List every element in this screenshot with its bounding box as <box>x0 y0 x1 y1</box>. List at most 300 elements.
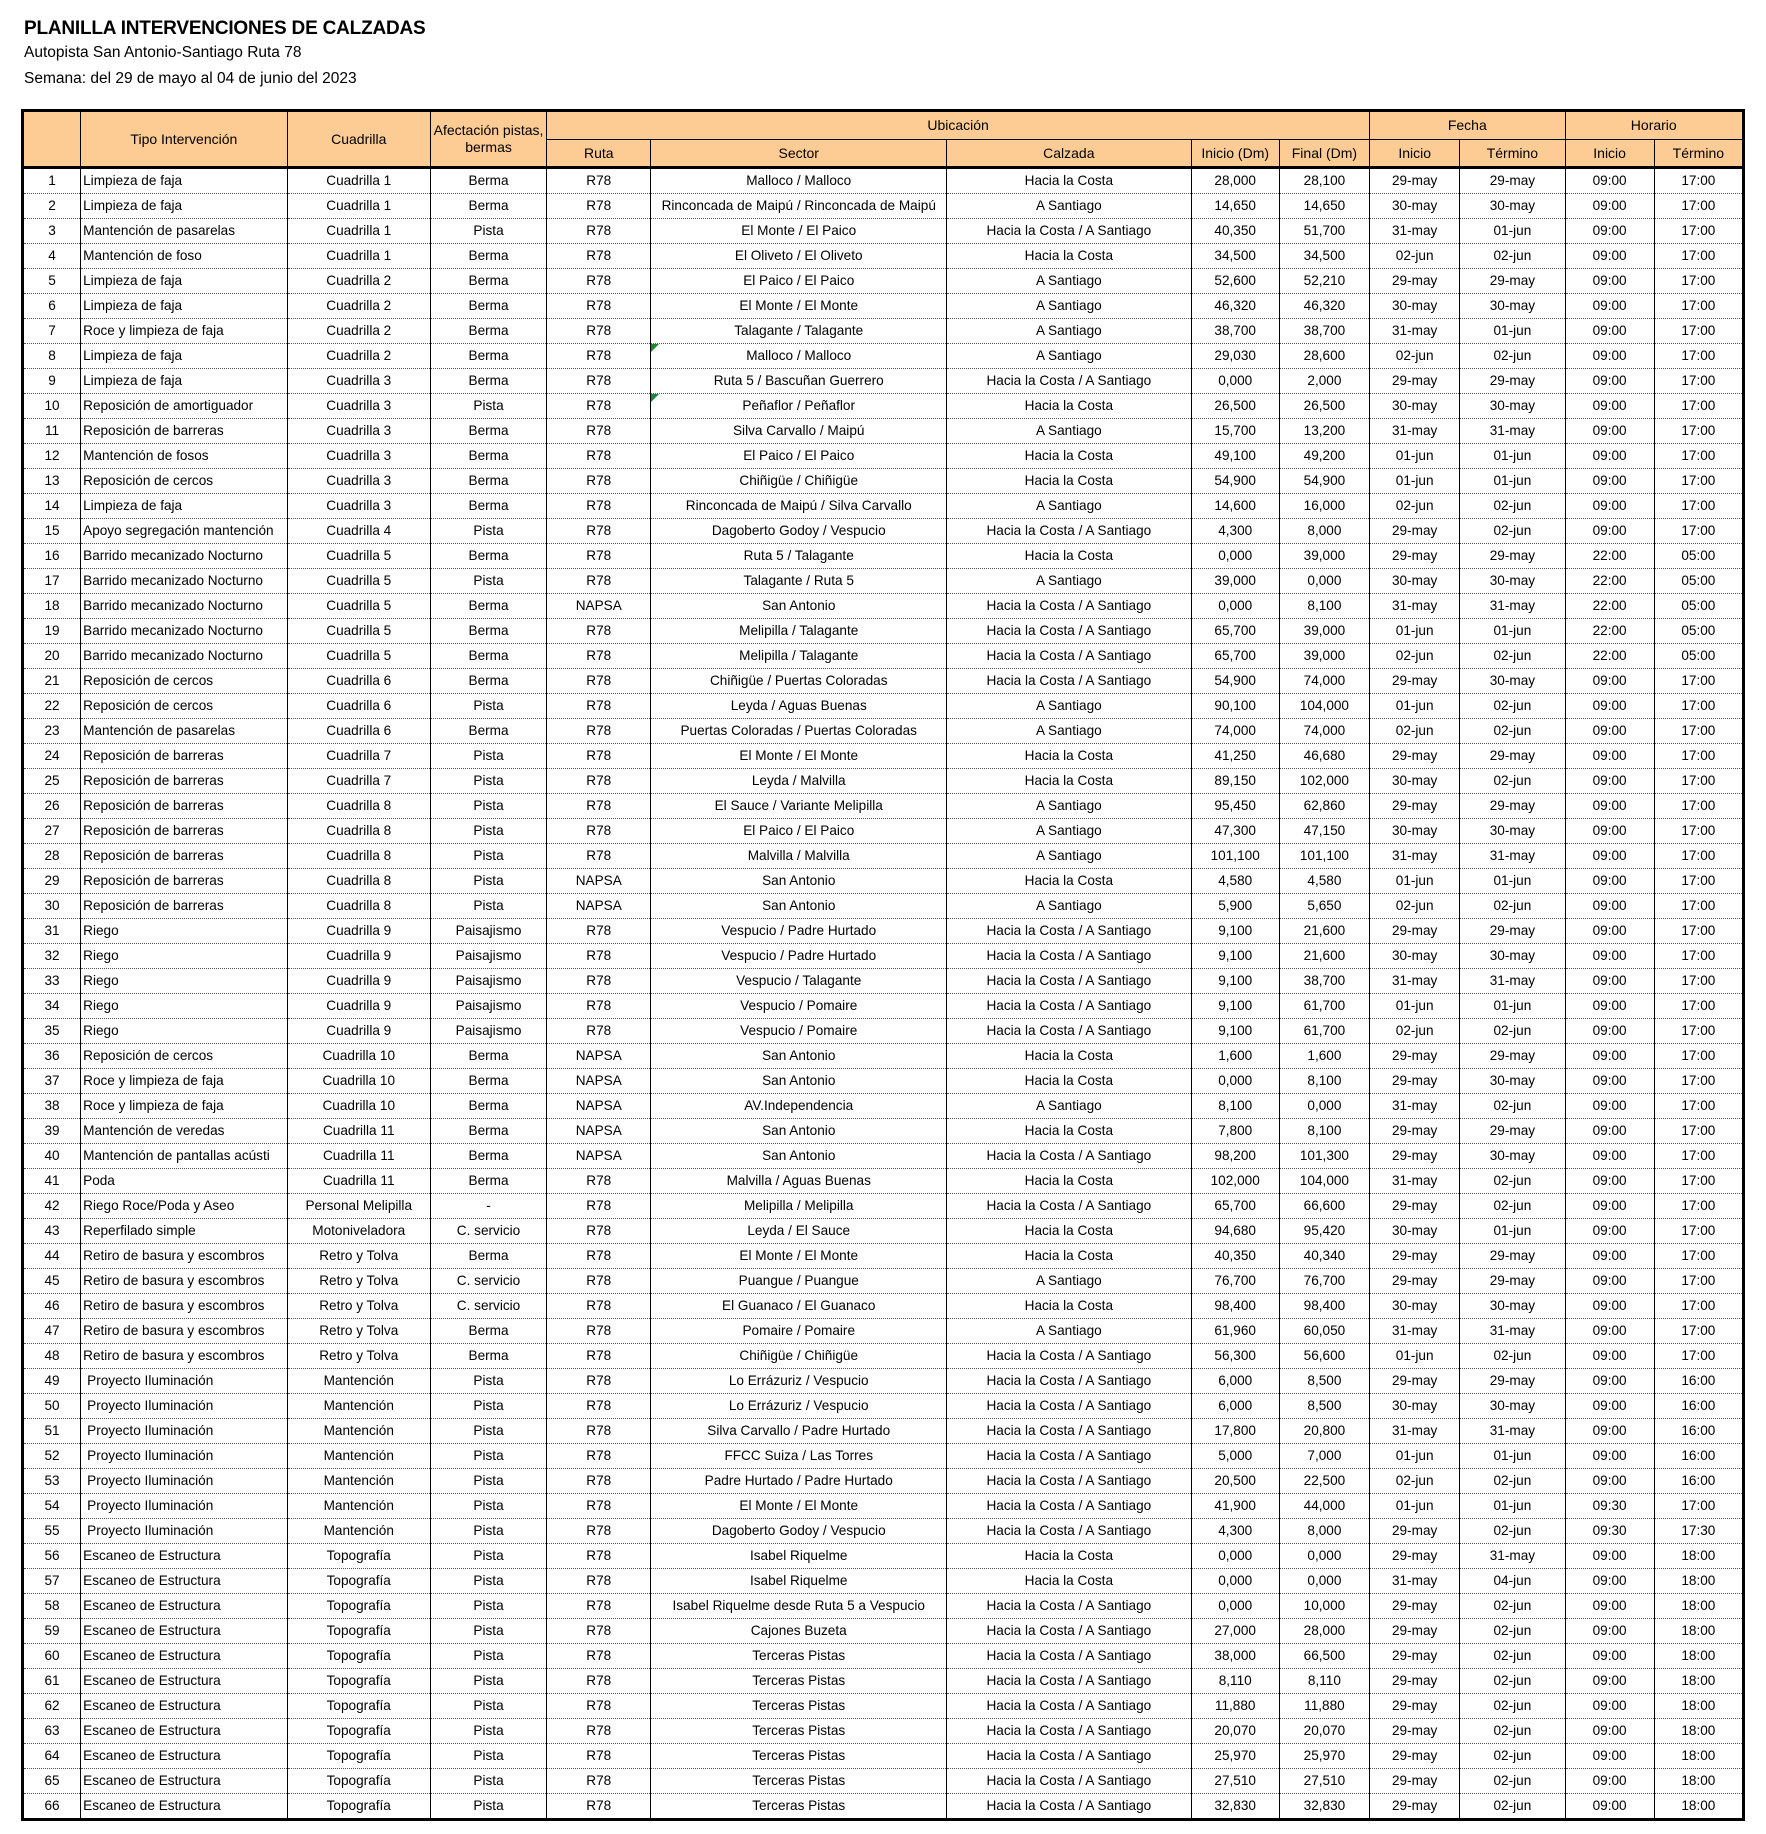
cell-sector[interactable] <box>651 1594 947 1619</box>
cell-hora-termino[interactable]: 18:00 <box>1654 1544 1743 1569</box>
cell-tipo-intervencion[interactable]: Retiro de basura y escombros <box>81 1244 287 1269</box>
cell-calzada[interactable]: Hacia la Costa / A Santiago <box>947 1194 1192 1219</box>
cell-row-number[interactable]: 3 <box>23 219 81 244</box>
cell-ruta[interactable]: R78 <box>547 1269 651 1294</box>
cell-cuadrilla[interactable]: Mantención <box>287 1444 430 1469</box>
cell-fecha-inicio[interactable]: 29-may <box>1370 1194 1460 1219</box>
cell-inicio-dm[interactable]: 32,830 <box>1191 1794 1279 1820</box>
cell-inicio-dm[interactable]: 40,350 <box>1191 1244 1279 1269</box>
cell-hora-inicio[interactable]: 09:00 <box>1565 1469 1654 1494</box>
cell-hora-inicio[interactable]: 09:00 <box>1565 1219 1654 1244</box>
cell-inicio-dm[interactable]: 47,300 <box>1191 819 1279 844</box>
cell-final-dm[interactable]: 8,500 <box>1279 1394 1369 1419</box>
cell-sector[interactable] <box>651 394 947 419</box>
cell-ruta[interactable]: NAPSA <box>547 594 651 619</box>
cell-final-dm[interactable]: 28,000 <box>1279 1619 1369 1644</box>
cell-tipo-intervencion[interactable]: Proyecto Iluminación <box>81 1494 287 1519</box>
cell-row-number[interactable]: 35 <box>23 1019 81 1044</box>
cell-fecha-termino[interactable]: 02-jun <box>1460 719 1565 744</box>
cell-fecha-inicio[interactable]: 02-jun <box>1370 244 1460 269</box>
cell-sector[interactable] <box>651 419 947 444</box>
cell-fecha-inicio[interactable]: 29-may <box>1370 519 1460 544</box>
cell-calzada[interactable]: Hacia la Costa / A Santiago <box>947 1644 1192 1669</box>
cell-fecha-termino[interactable]: 01-jun <box>1460 469 1565 494</box>
cell-final-dm[interactable]: 54,900 <box>1279 469 1369 494</box>
cell-final-dm[interactable]: 28,100 <box>1279 168 1369 194</box>
cell-final-dm[interactable]: 38,700 <box>1279 969 1369 994</box>
cell-inicio-dm[interactable]: 8,110 <box>1191 1669 1279 1694</box>
cell-inicio-dm[interactable]: 9,100 <box>1191 919 1279 944</box>
cell-hora-inicio[interactable]: 22:00 <box>1565 544 1654 569</box>
cell-calzada[interactable]: Hacia la Costa <box>947 1244 1192 1269</box>
cell-row-number[interactable]: 31 <box>23 919 81 944</box>
cell-cuadrilla[interactable]: Mantención <box>287 1394 430 1419</box>
cell-hora-inicio[interactable]: 09:00 <box>1565 519 1654 544</box>
cell-hora-inicio[interactable]: 09:00 <box>1565 869 1654 894</box>
cell-fecha-termino[interactable]: 02-jun <box>1460 494 1565 519</box>
cell-tipo-intervencion[interactable]: Reposición de cercos <box>81 669 287 694</box>
cell-afectacion[interactable]: - <box>430 1194 546 1219</box>
cell-hora-termino[interactable]: 05:00 <box>1654 569 1743 594</box>
cell-ruta[interactable]: R78 <box>547 1594 651 1619</box>
cell-hora-inicio[interactable]: 09:00 <box>1565 969 1654 994</box>
cell-hora-termino[interactable]: 17:00 <box>1654 794 1743 819</box>
cell-final-dm[interactable]: 27,510 <box>1279 1769 1369 1794</box>
cell-fecha-termino[interactable]: 29-may <box>1460 794 1565 819</box>
cell-afectacion[interactable]: Pista <box>430 1619 546 1644</box>
cell-inicio-dm[interactable]: 29,030 <box>1191 344 1279 369</box>
cell-hora-termino[interactable]: 05:00 <box>1654 594 1743 619</box>
cell-row-number[interactable]: 30 <box>23 894 81 919</box>
cell-tipo-intervencion[interactable]: Limpieza de faja <box>81 494 287 519</box>
cell-fecha-termino[interactable]: 01-jun <box>1460 319 1565 344</box>
cell-fecha-inicio[interactable]: 01-jun <box>1370 1494 1460 1519</box>
cell-final-dm[interactable]: 46,680 <box>1279 744 1369 769</box>
cell-hora-termino[interactable]: 18:00 <box>1654 1744 1743 1769</box>
cell-fecha-inicio[interactable]: 29-may <box>1370 1744 1460 1769</box>
cell-hora-termino[interactable]: 16:00 <box>1654 1469 1743 1494</box>
cell-row-number[interactable]: 14 <box>23 494 81 519</box>
cell-tipo-intervencion[interactable]: Escaneo de Estructura <box>81 1694 287 1719</box>
cell-hora-termino[interactable]: 17:00 <box>1654 1069 1743 1094</box>
cell-hora-termino[interactable]: 17:00 <box>1654 168 1743 194</box>
cell-cuadrilla[interactable]: Topografía <box>287 1669 430 1694</box>
cell-fecha-inicio[interactable]: 29-may <box>1370 744 1460 769</box>
cell-final-dm[interactable]: 14,650 <box>1279 194 1369 219</box>
cell-hora-termino[interactable]: 17:00 <box>1654 1119 1743 1144</box>
cell-sector[interactable] <box>651 1119 947 1144</box>
cell-tipo-intervencion[interactable]: Riego <box>81 969 287 994</box>
cell-ruta[interactable]: R78 <box>547 1394 651 1419</box>
cell-fecha-termino[interactable]: 01-jun <box>1460 1494 1565 1519</box>
cell-calzada[interactable]: A Santiago <box>947 269 1192 294</box>
cell-afectacion[interactable]: Berma <box>430 1319 546 1344</box>
cell-final-dm[interactable]: 0,000 <box>1279 1569 1369 1594</box>
cell-final-dm[interactable]: 5,650 <box>1279 894 1369 919</box>
cell-ruta[interactable]: R78 <box>547 519 651 544</box>
cell-hora-termino[interactable]: 17:00 <box>1654 194 1743 219</box>
cell-sector[interactable] <box>651 794 947 819</box>
cell-tipo-intervencion[interactable]: Escaneo de Estructura <box>81 1669 287 1694</box>
cell-cuadrilla[interactable]: Cuadrilla 11 <box>287 1119 430 1144</box>
cell-inicio-dm[interactable]: 0,000 <box>1191 1069 1279 1094</box>
cell-calzada[interactable]: Hacia la Costa <box>947 544 1192 569</box>
cell-inicio-dm[interactable]: 52,600 <box>1191 269 1279 294</box>
cell-tipo-intervencion[interactable]: Limpieza de faja <box>81 344 287 369</box>
cell-calzada[interactable]: Hacia la Costa <box>947 869 1192 894</box>
cell-hora-inicio[interactable]: 09:00 <box>1565 1769 1654 1794</box>
cell-hora-termino[interactable]: 17:00 <box>1654 1294 1743 1319</box>
cell-ruta[interactable]: R78 <box>547 694 651 719</box>
cell-calzada[interactable]: A Santiago <box>947 694 1192 719</box>
cell-final-dm[interactable]: 52,210 <box>1279 269 1369 294</box>
cell-tipo-intervencion[interactable]: Barrido mecanizado Nocturno <box>81 619 287 644</box>
cell-afectacion[interactable]: Berma <box>430 294 546 319</box>
cell-ruta[interactable]: R78 <box>547 1194 651 1219</box>
cell-hora-inicio[interactable]: 09:00 <box>1565 1019 1654 1044</box>
cell-row-number[interactable]: 60 <box>23 1644 81 1669</box>
cell-cuadrilla[interactable]: Mantención <box>287 1369 430 1394</box>
cell-inicio-dm[interactable]: 39,000 <box>1191 569 1279 594</box>
cell-hora-inicio[interactable]: 09:00 <box>1565 669 1654 694</box>
cell-row-number[interactable]: 36 <box>23 1044 81 1069</box>
cell-fecha-termino[interactable]: 30-may <box>1460 1144 1565 1169</box>
cell-calzada[interactable]: A Santiago <box>947 844 1192 869</box>
cell-row-number[interactable]: 7 <box>23 319 81 344</box>
cell-cuadrilla[interactable]: Retro y Tolva <box>287 1344 430 1369</box>
cell-hora-termino[interactable]: 16:00 <box>1654 1394 1743 1419</box>
cell-hora-termino[interactable]: 17:00 <box>1654 1319 1743 1344</box>
cell-ruta[interactable]: R78 <box>547 1169 651 1194</box>
cell-fecha-termino[interactable]: 29-may <box>1460 1119 1565 1144</box>
cell-inicio-dm[interactable]: 49,100 <box>1191 444 1279 469</box>
cell-inicio-dm[interactable]: 7,800 <box>1191 1119 1279 1144</box>
cell-hora-termino[interactable]: 17:00 <box>1654 919 1743 944</box>
cell-sector[interactable] <box>651 719 947 744</box>
cell-hora-termino[interactable]: 17:00 <box>1654 1144 1743 1169</box>
cell-afectacion[interactable]: Berma <box>430 244 546 269</box>
cell-hora-inicio[interactable]: 09:00 <box>1565 1744 1654 1769</box>
cell-afectacion[interactable]: Berma <box>430 494 546 519</box>
cell-calzada[interactable]: A Santiago <box>947 1094 1192 1119</box>
cell-cuadrilla[interactable]: Cuadrilla 4 <box>287 519 430 544</box>
cell-hora-termino[interactable]: 17:00 <box>1654 1169 1743 1194</box>
cell-final-dm[interactable]: 44,000 <box>1279 1494 1369 1519</box>
cell-row-number[interactable]: 29 <box>23 869 81 894</box>
cell-hora-termino[interactable]: 05:00 <box>1654 544 1743 569</box>
cell-calzada[interactable]: Hacia la Costa / A Santiago <box>947 1394 1192 1419</box>
cell-fecha-inicio[interactable]: 01-jun <box>1370 1344 1460 1369</box>
cell-hora-inicio[interactable]: 09:00 <box>1565 444 1654 469</box>
cell-hora-inicio[interactable]: 09:00 <box>1565 919 1654 944</box>
cell-inicio-dm[interactable]: 9,100 <box>1191 944 1279 969</box>
cell-sector[interactable] <box>651 1044 947 1069</box>
cell-sector[interactable] <box>651 444 947 469</box>
cell-inicio-dm[interactable]: 40,350 <box>1191 219 1279 244</box>
cell-inicio-dm[interactable]: 26,500 <box>1191 394 1279 419</box>
cell-fecha-inicio[interactable]: 30-may <box>1370 1219 1460 1244</box>
cell-sector[interactable] <box>651 619 947 644</box>
cell-fecha-termino[interactable]: 02-jun <box>1460 1769 1565 1794</box>
cell-fecha-termino[interactable]: 02-jun <box>1460 344 1565 369</box>
cell-row-number[interactable]: 45 <box>23 1269 81 1294</box>
cell-afectacion[interactable]: Berma <box>430 1119 546 1144</box>
cell-cuadrilla[interactable]: Topografía <box>287 1594 430 1619</box>
cell-row-number[interactable]: 61 <box>23 1669 81 1694</box>
cell-ruta[interactable]: R78 <box>547 1719 651 1744</box>
cell-sector[interactable] <box>651 1269 947 1294</box>
cell-sector[interactable] <box>651 519 947 544</box>
cell-afectacion[interactable]: Paisajismo <box>430 994 546 1019</box>
cell-afectacion[interactable]: Pista <box>430 1394 546 1419</box>
cell-hora-termino[interactable]: 17:30 <box>1654 1519 1743 1544</box>
cell-hora-termino[interactable]: 18:00 <box>1654 1719 1743 1744</box>
cell-ruta[interactable]: NAPSA <box>547 1094 651 1119</box>
cell-ruta[interactable]: R78 <box>547 1294 651 1319</box>
cell-final-dm[interactable]: 8,500 <box>1279 1369 1369 1394</box>
cell-ruta[interactable]: NAPSA <box>547 869 651 894</box>
cell-row-number[interactable]: 9 <box>23 369 81 394</box>
cell-fecha-inicio[interactable]: 30-may <box>1370 819 1460 844</box>
cell-hora-termino[interactable]: 17:00 <box>1654 1019 1743 1044</box>
cell-sector[interactable] <box>651 1794 947 1820</box>
cell-hora-termino[interactable]: 18:00 <box>1654 1569 1743 1594</box>
cell-final-dm[interactable]: 34,500 <box>1279 244 1369 269</box>
cell-fecha-inicio[interactable]: 01-jun <box>1370 619 1460 644</box>
cell-fecha-termino[interactable]: 02-jun <box>1460 1744 1565 1769</box>
cell-hora-termino[interactable]: 17:00 <box>1654 469 1743 494</box>
cell-afectacion[interactable]: Pista <box>430 1794 546 1820</box>
cell-row-number[interactable]: 23 <box>23 719 81 744</box>
cell-afectacion[interactable]: Pista <box>430 1769 546 1794</box>
cell-fecha-termino[interactable]: 30-may <box>1460 1394 1565 1419</box>
cell-afectacion[interactable]: Berma <box>430 1044 546 1069</box>
cell-ruta[interactable]: R78 <box>547 844 651 869</box>
cell-afectacion[interactable]: Berma <box>430 1144 546 1169</box>
cell-afectacion[interactable]: Paisajismo <box>430 919 546 944</box>
cell-tipo-intervencion[interactable]: Reposición de barreras <box>81 419 287 444</box>
cell-cuadrilla[interactable]: Cuadrilla 6 <box>287 694 430 719</box>
cell-inicio-dm[interactable]: 74,000 <box>1191 719 1279 744</box>
cell-sector[interactable] <box>651 1519 947 1544</box>
cell-hora-inicio[interactable]: 09:00 <box>1565 1294 1654 1319</box>
cell-fecha-termino[interactable]: 31-may <box>1460 844 1565 869</box>
cell-afectacion[interactable]: Berma <box>430 544 546 569</box>
cell-fecha-inicio[interactable]: 02-jun <box>1370 1019 1460 1044</box>
cell-tipo-intervencion[interactable]: Roce y limpieza de faja <box>81 319 287 344</box>
cell-cuadrilla[interactable]: Cuadrilla 5 <box>287 544 430 569</box>
cell-afectacion[interactable]: Pista <box>430 869 546 894</box>
cell-ruta[interactable]: R78 <box>547 369 651 394</box>
cell-calzada[interactable]: Hacia la Costa / A Santiago <box>947 1419 1192 1444</box>
cell-hora-termino[interactable]: 17:00 <box>1654 969 1743 994</box>
cell-fecha-termino[interactable]: 31-may <box>1460 594 1565 619</box>
cell-sector[interactable] <box>651 594 947 619</box>
cell-fecha-inicio[interactable]: 31-may <box>1370 219 1460 244</box>
cell-calzada[interactable]: Hacia la Costa <box>947 1169 1192 1194</box>
cell-fecha-termino[interactable]: 02-jun <box>1460 1794 1565 1820</box>
cell-ruta[interactable]: R78 <box>547 1469 651 1494</box>
cell-fecha-termino[interactable]: 02-jun <box>1460 1694 1565 1719</box>
cell-hora-inicio[interactable]: 09:00 <box>1565 294 1654 319</box>
cell-ruta[interactable]: R78 <box>547 1694 651 1719</box>
cell-tipo-intervencion[interactable]: Proyecto Iluminación <box>81 1369 287 1394</box>
cell-calzada[interactable]: Hacia la Costa / A Santiago <box>947 594 1192 619</box>
cell-hora-termino[interactable]: 16:00 <box>1654 1419 1743 1444</box>
cell-hora-termino[interactable]: 17:00 <box>1654 419 1743 444</box>
cell-calzada[interactable]: Hacia la Costa / A Santiago <box>947 994 1192 1019</box>
cell-sector[interactable] <box>651 168 947 194</box>
cell-tipo-intervencion[interactable]: Retiro de basura y escombros <box>81 1319 287 1344</box>
cell-afectacion[interactable]: Pista <box>430 1594 546 1619</box>
cell-sector[interactable] <box>651 869 947 894</box>
cell-final-dm[interactable]: 66,500 <box>1279 1644 1369 1669</box>
cell-sector[interactable] <box>651 1694 947 1719</box>
cell-tipo-intervencion[interactable]: Mantención de foso <box>81 244 287 269</box>
cell-sector[interactable] <box>651 194 947 219</box>
cell-afectacion[interactable]: Pista <box>430 1544 546 1569</box>
cell-cuadrilla[interactable]: Mantención <box>287 1469 430 1494</box>
cell-fecha-inicio[interactable]: 29-may <box>1370 1369 1460 1394</box>
cell-hora-termino[interactable]: 17:00 <box>1654 519 1743 544</box>
cell-afectacion[interactable]: Pista <box>430 1519 546 1544</box>
cell-fecha-inicio[interactable]: 29-may <box>1370 369 1460 394</box>
cell-afectacion[interactable]: Berma <box>430 1169 546 1194</box>
cell-final-dm[interactable]: 32,830 <box>1279 1794 1369 1820</box>
cell-tipo-intervencion[interactable]: Barrido mecanizado Nocturno <box>81 594 287 619</box>
cell-sector[interactable] <box>651 1444 947 1469</box>
cell-cuadrilla[interactable]: Cuadrilla 9 <box>287 994 430 1019</box>
cell-fecha-termino[interactable]: 30-may <box>1460 569 1565 594</box>
cell-sector[interactable] <box>651 1244 947 1269</box>
cell-calzada[interactable]: Hacia la Costa / A Santiago <box>947 944 1192 969</box>
cell-final-dm[interactable]: 47,150 <box>1279 819 1369 844</box>
cell-cuadrilla[interactable]: Cuadrilla 1 <box>287 168 430 194</box>
cell-hora-inicio[interactable]: 09:00 <box>1565 494 1654 519</box>
cell-calzada[interactable]: A Santiago <box>947 294 1192 319</box>
cell-fecha-inicio[interactable]: 29-may <box>1370 669 1460 694</box>
cell-fecha-inicio[interactable]: 29-may <box>1370 919 1460 944</box>
cell-row-number[interactable]: 21 <box>23 669 81 694</box>
cell-hora-inicio[interactable]: 09:00 <box>1565 344 1654 369</box>
cell-row-number[interactable]: 64 <box>23 1744 81 1769</box>
cell-ruta[interactable]: R78 <box>547 1744 651 1769</box>
cell-fecha-termino[interactable]: 29-may <box>1460 369 1565 394</box>
cell-cuadrilla[interactable]: Topografía <box>287 1644 430 1669</box>
cell-inicio-dm[interactable]: 25,970 <box>1191 1744 1279 1769</box>
cell-row-number[interactable]: 11 <box>23 419 81 444</box>
cell-row-number[interactable]: 46 <box>23 1294 81 1319</box>
cell-cuadrilla[interactable]: Topografía <box>287 1769 430 1794</box>
cell-ruta[interactable]: R78 <box>547 994 651 1019</box>
cell-row-number[interactable]: 27 <box>23 819 81 844</box>
cell-final-dm[interactable]: 39,000 <box>1279 544 1369 569</box>
cell-calzada[interactable]: Hacia la Costa / A Santiago <box>947 1344 1192 1369</box>
cell-sector[interactable] <box>651 994 947 1019</box>
cell-ruta[interactable]: R78 <box>547 419 651 444</box>
cell-tipo-intervencion[interactable]: Escaneo de Estructura <box>81 1794 287 1820</box>
cell-fecha-inicio[interactable]: 31-may <box>1370 844 1460 869</box>
cell-tipo-intervencion[interactable]: Escaneo de Estructura <box>81 1569 287 1594</box>
cell-fecha-termino[interactable]: 02-jun <box>1460 1194 1565 1219</box>
cell-calzada[interactable]: Hacia la Costa <box>947 469 1192 494</box>
cell-fecha-termino[interactable]: 01-jun <box>1460 994 1565 1019</box>
cell-fecha-termino[interactable]: 30-may <box>1460 669 1565 694</box>
cell-inicio-dm[interactable]: 94,680 <box>1191 1219 1279 1244</box>
cell-hora-inicio[interactable]: 09:00 <box>1565 694 1654 719</box>
cell-fecha-termino[interactable]: 01-jun <box>1460 869 1565 894</box>
cell-cuadrilla[interactable]: Retro y Tolva <box>287 1294 430 1319</box>
cell-calzada[interactable]: Hacia la Costa / A Santiago <box>947 1144 1192 1169</box>
cell-calzada[interactable]: Hacia la Costa <box>947 444 1192 469</box>
cell-afectacion[interactable]: Berma <box>430 419 546 444</box>
cell-hora-inicio[interactable]: 09:00 <box>1565 244 1654 269</box>
cell-inicio-dm[interactable]: 0,000 <box>1191 594 1279 619</box>
cell-hora-inicio[interactable]: 09:00 <box>1565 1544 1654 1569</box>
cell-hora-inicio[interactable]: 09:00 <box>1565 369 1654 394</box>
cell-hora-termino[interactable]: 17:00 <box>1654 994 1743 1019</box>
cell-final-dm[interactable]: 74,000 <box>1279 669 1369 694</box>
cell-inicio-dm[interactable]: 14,650 <box>1191 194 1279 219</box>
cell-final-dm[interactable]: 76,700 <box>1279 1269 1369 1294</box>
cell-afectacion[interactable]: Pista <box>430 844 546 869</box>
cell-tipo-intervencion[interactable]: Mantención de pasarelas <box>81 719 287 744</box>
cell-inicio-dm[interactable]: 65,700 <box>1191 1194 1279 1219</box>
cell-fecha-termino[interactable]: 29-may <box>1460 744 1565 769</box>
cell-final-dm[interactable]: 39,000 <box>1279 619 1369 644</box>
cell-inicio-dm[interactable]: 56,300 <box>1191 1344 1279 1369</box>
cell-hora-termino[interactable]: 17:00 <box>1654 894 1743 919</box>
cell-hora-inicio[interactable]: 09:00 <box>1565 269 1654 294</box>
cell-hora-termino[interactable]: 18:00 <box>1654 1769 1743 1794</box>
cell-final-dm[interactable]: 8,100 <box>1279 594 1369 619</box>
cell-final-dm[interactable]: 95,420 <box>1279 1219 1369 1244</box>
cell-row-number[interactable]: 4 <box>23 244 81 269</box>
cell-sector[interactable] <box>651 469 947 494</box>
cell-afectacion[interactable]: Berma <box>430 444 546 469</box>
cell-ruta[interactable]: R78 <box>547 819 651 844</box>
cell-hora-termino[interactable]: 18:00 <box>1654 1694 1743 1719</box>
cell-cuadrilla[interactable]: Cuadrilla 5 <box>287 619 430 644</box>
cell-afectacion[interactable]: Paisajismo <box>430 944 546 969</box>
cell-sector[interactable] <box>651 1344 947 1369</box>
cell-sector[interactable] <box>651 269 947 294</box>
cell-sector[interactable] <box>651 744 947 769</box>
cell-cuadrilla[interactable]: Cuadrilla 8 <box>287 844 430 869</box>
cell-fecha-inicio[interactable]: 30-may <box>1370 944 1460 969</box>
cell-cuadrilla[interactable]: Cuadrilla 5 <box>287 569 430 594</box>
cell-cuadrilla[interactable]: Topografía <box>287 1794 430 1820</box>
cell-row-number[interactable]: 66 <box>23 1794 81 1820</box>
cell-cuadrilla[interactable]: Cuadrilla 9 <box>287 969 430 994</box>
cell-fecha-termino[interactable]: 30-may <box>1460 394 1565 419</box>
cell-fecha-termino[interactable]: 02-jun <box>1460 894 1565 919</box>
cell-hora-termino[interactable]: 17:00 <box>1654 1219 1743 1244</box>
cell-hora-termino[interactable]: 17:00 <box>1654 1494 1743 1519</box>
cell-calzada[interactable]: Hacia la Costa / A Santiago <box>947 1769 1192 1794</box>
cell-ruta[interactable]: R78 <box>547 394 651 419</box>
cell-fecha-inicio[interactable]: 31-may <box>1370 419 1460 444</box>
cell-fecha-inicio[interactable]: 02-jun <box>1370 894 1460 919</box>
cell-final-dm[interactable]: 0,000 <box>1279 569 1369 594</box>
cell-hora-termino[interactable]: 18:00 <box>1654 1669 1743 1694</box>
cell-fecha-termino[interactable]: 31-may <box>1460 1319 1565 1344</box>
cell-cuadrilla[interactable]: Cuadrilla 2 <box>287 319 430 344</box>
cell-afectacion[interactable]: Pista <box>430 569 546 594</box>
cell-sector[interactable] <box>651 1419 947 1444</box>
cell-afectacion[interactable]: C. servicio <box>430 1269 546 1294</box>
cell-ruta[interactable]: R78 <box>547 219 651 244</box>
